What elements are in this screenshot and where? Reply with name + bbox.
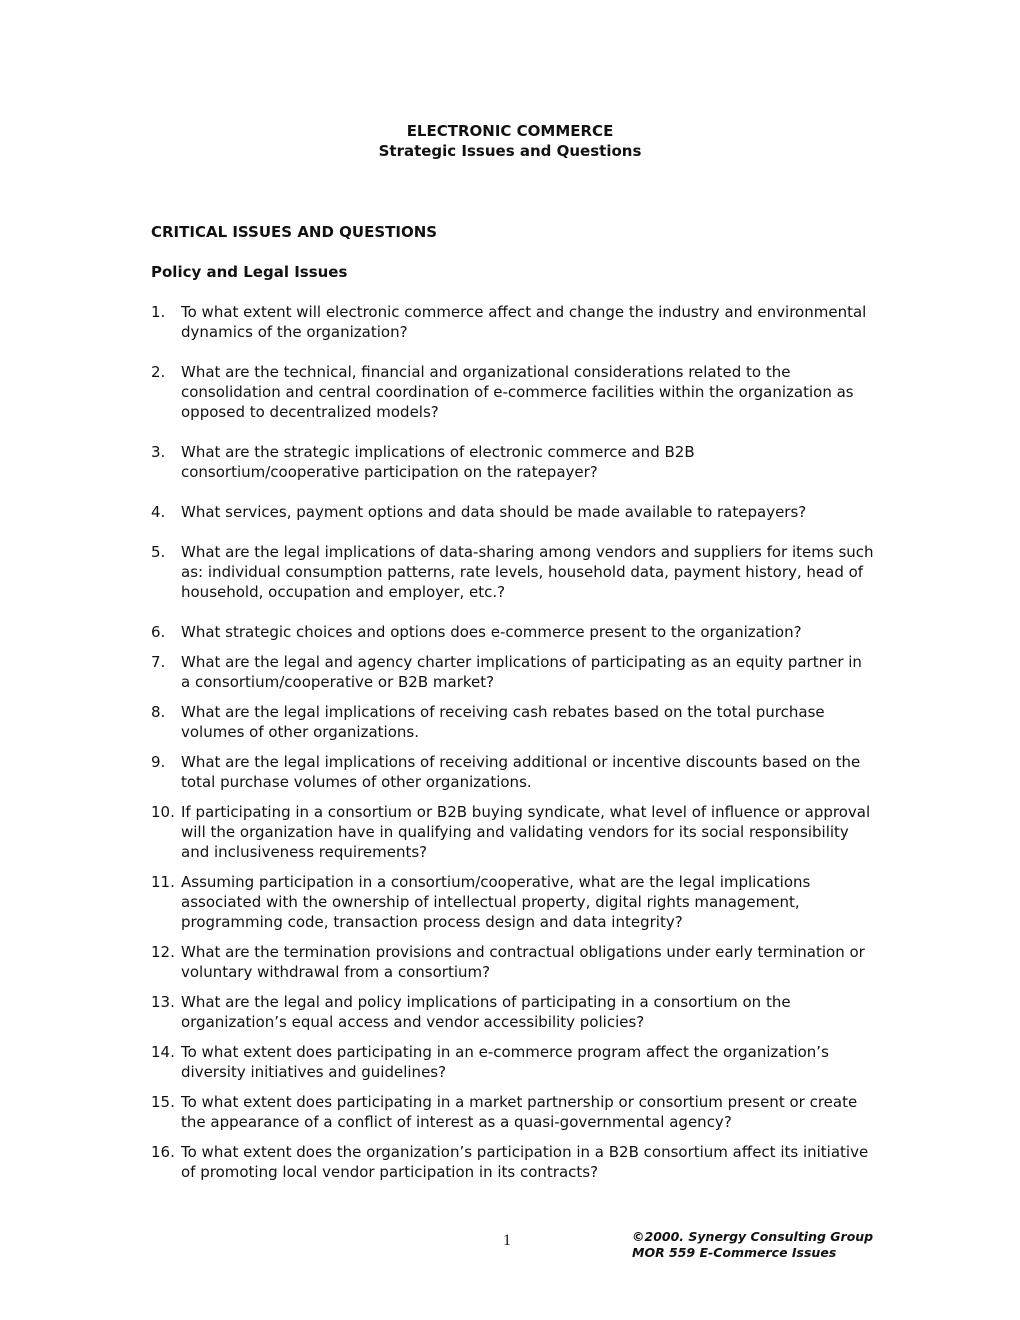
question-item <box>151 752 875 792</box>
question-number: 15. <box>151 1093 175 1111</box>
question-text: What are the strategic implications of electronic commerce and B2B consortium/cooperative participation on the ratepayer? <box>181 443 695 481</box>
subsection-heading: Policy and Legal Issues <box>151 263 348 281</box>
question-text: What strategic choices and options does e-commerce present to the organization? <box>181 623 802 641</box>
question-text: If participating in a consortium or B2B buying syndicate, what level of influence or approval will the organization have in qualifying and validating vendors for its social responsibility and inclusiveness requirements? <box>181 803 871 861</box>
question-item <box>151 992 875 1032</box>
question-item <box>151 802 875 862</box>
question-item <box>151 872 875 932</box>
question-item <box>151 502 875 522</box>
question-text: What are the legal implications of receiving additional or incentive discounts based on the total purchase volumes of other organizations. <box>181 753 861 791</box>
question-item <box>151 942 875 982</box>
question-item <box>151 702 875 742</box>
question-number: 12. <box>151 943 175 961</box>
question-text: To what extent does participating in a market partnership or consortium present or create the appearance of a conflict of interest as a quasi-governmental agency? <box>181 1093 858 1131</box>
question-number: 10. <box>151 803 175 821</box>
question-item <box>151 1142 875 1182</box>
question-number: 7. <box>151 653 166 671</box>
question-item <box>151 542 875 602</box>
question-number: 3. <box>151 443 166 461</box>
question-text: What services, payment options and data should be made available to ratepayers? <box>181 503 807 521</box>
footer-note <box>632 1229 873 1261</box>
section-heading: CRITICAL ISSUES AND QUESTIONS <box>151 223 438 241</box>
question-text: What are the legal implications of receiving cash rebates based on the total purchase volumes of other organizations. <box>181 703 825 741</box>
footer-copyright: ©2000. Synergy Consulting Group <box>632 1229 874 1244</box>
question-text: To what extent does participating in an e-commerce program affect the organization’s diversity initiatives and guidelines? <box>181 1043 829 1081</box>
question-number: 5. <box>151 543 166 561</box>
question-text: What are the legal and agency charter implications of participating as an equity partner in a consortium/cooperative or B2B market? <box>181 653 862 691</box>
question-number: 2. <box>151 363 166 381</box>
question-number: 16. <box>151 1143 175 1161</box>
question-number: 8. <box>151 703 166 721</box>
question-number: 1. <box>151 303 166 321</box>
question-item <box>151 362 875 422</box>
question-list <box>151 302 875 1182</box>
question-item <box>151 622 875 642</box>
question-text: To what extent will electronic commerce affect and change the industry and environmental dynamics of the organization? <box>181 303 867 341</box>
question-number: 14. <box>151 1043 175 1061</box>
question-item <box>151 652 875 692</box>
question-item <box>151 442 875 482</box>
question-number: 11. <box>151 873 175 891</box>
question-text: What are the technical, financial and organizational considerations related to the consolidation and central coordination of e-commerce facilities within the organization as opposed to decentralized models? <box>181 363 854 421</box>
question-number: 9. <box>151 753 166 771</box>
question-text: To what extent does the organization’s participation in a B2B consortium affect its initiative of promoting local vendor participation in its contracts? <box>181 1143 869 1181</box>
question-text: What are the legal and policy implications of participating in a consortium on the organization’s equal access and vendor accessibility policies? <box>181 993 791 1031</box>
document-title: ELECTRONIC COMMERCE <box>406 122 614 140</box>
footer-course: MOR 559 E-Commerce Issues <box>632 1245 837 1260</box>
question-number: 13. <box>151 993 175 1011</box>
question-item <box>151 1092 875 1132</box>
question-item <box>151 1042 875 1082</box>
page-number: 1 <box>503 1232 511 1249</box>
question-number: 6. <box>151 623 166 641</box>
question-number: 4. <box>151 503 166 521</box>
question-text: What are the termination provisions and contractual obligations under early termination or voluntary withdrawal from a consortium? <box>181 943 865 981</box>
document-subtitle: Strategic Issues and Questions <box>378 142 642 160</box>
question-item <box>151 302 875 342</box>
question-text: Assuming participation in a consortium/cooperative, what are the legal implications associated with the ownership of intellectual property, digital rights management, programming code, transaction process design and data integrity? <box>181 873 811 931</box>
question-text: What are the legal implications of data-sharing among vendors and suppliers for items such as: individual consumption patterns, rate levels, household data, payment history, head of household, occupation and employer, etc.? <box>181 543 874 601</box>
